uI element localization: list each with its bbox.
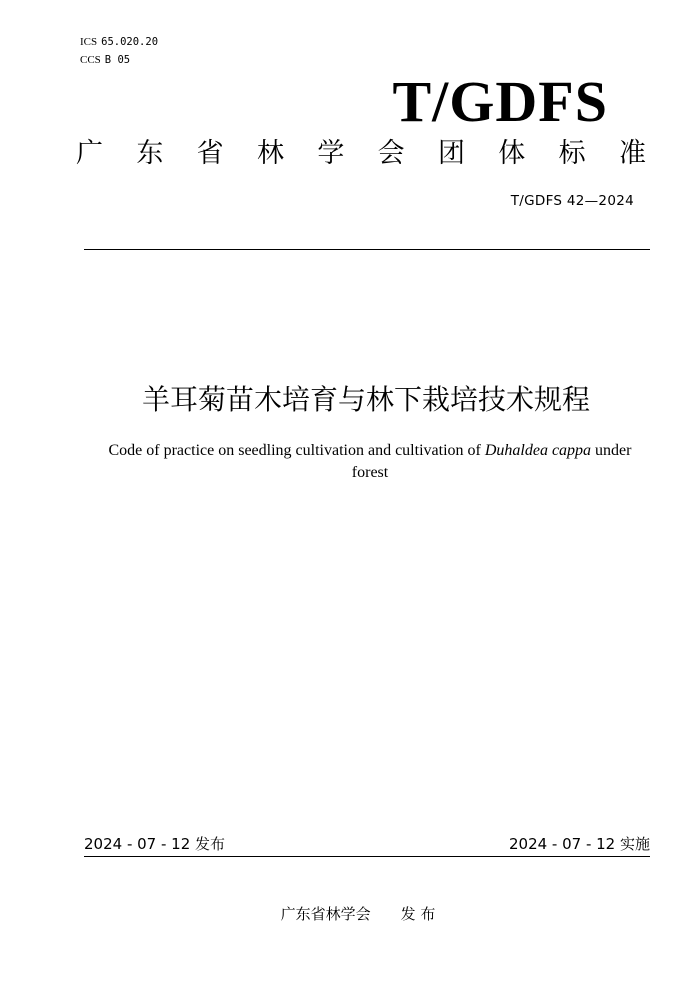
english-title-part: Code of practice on seedling cultivation and cultivation of [108, 442, 485, 459]
org-title-char: 准 [618, 138, 646, 169]
bottom-divider [84, 856, 650, 857]
chinese-title: 羊耳菊苗木培育与林下栽培技术规程 [141, 383, 590, 416]
org-title-char: 会 [377, 138, 405, 169]
organization-standard-title [76, 134, 646, 174]
org-title-char: 体 [498, 138, 526, 169]
publisher-org: 广东省林学会 [280, 905, 371, 923]
ics-code: 65.020.20 [101, 36, 159, 48]
org-title-char: 林 [256, 138, 284, 169]
implementation-date: 2024 - 07 - 12 实施 [508, 835, 650, 853]
ccs-code: B 05 [104, 54, 131, 66]
ics-label: ICS [80, 36, 98, 48]
publish-action: 发 布 [400, 905, 436, 923]
ics-classification [80, 34, 158, 50]
ccs-classification [80, 52, 130, 68]
org-title-char: 学 [317, 138, 345, 169]
english-title-part: under forest [351, 442, 632, 481]
publisher-line [0, 904, 700, 924]
standard-number: T/GDFS 42—2024 [510, 193, 634, 209]
org-title-char: 广 [76, 138, 103, 169]
org-title-char: 标 [558, 138, 586, 169]
org-title-char: 东 [136, 138, 164, 169]
org-title-char: 省 [196, 138, 224, 169]
org-title-char: 团 [437, 138, 465, 169]
top-divider [84, 249, 650, 250]
species-name: Duhaldea cappa [484, 442, 592, 459]
ccs-label: CCS [80, 54, 101, 66]
issue-date: 2024 - 07 - 12 发布 [84, 835, 226, 853]
english-title [90, 440, 650, 484]
standard-logo: T/GDFS [392, 69, 608, 134]
